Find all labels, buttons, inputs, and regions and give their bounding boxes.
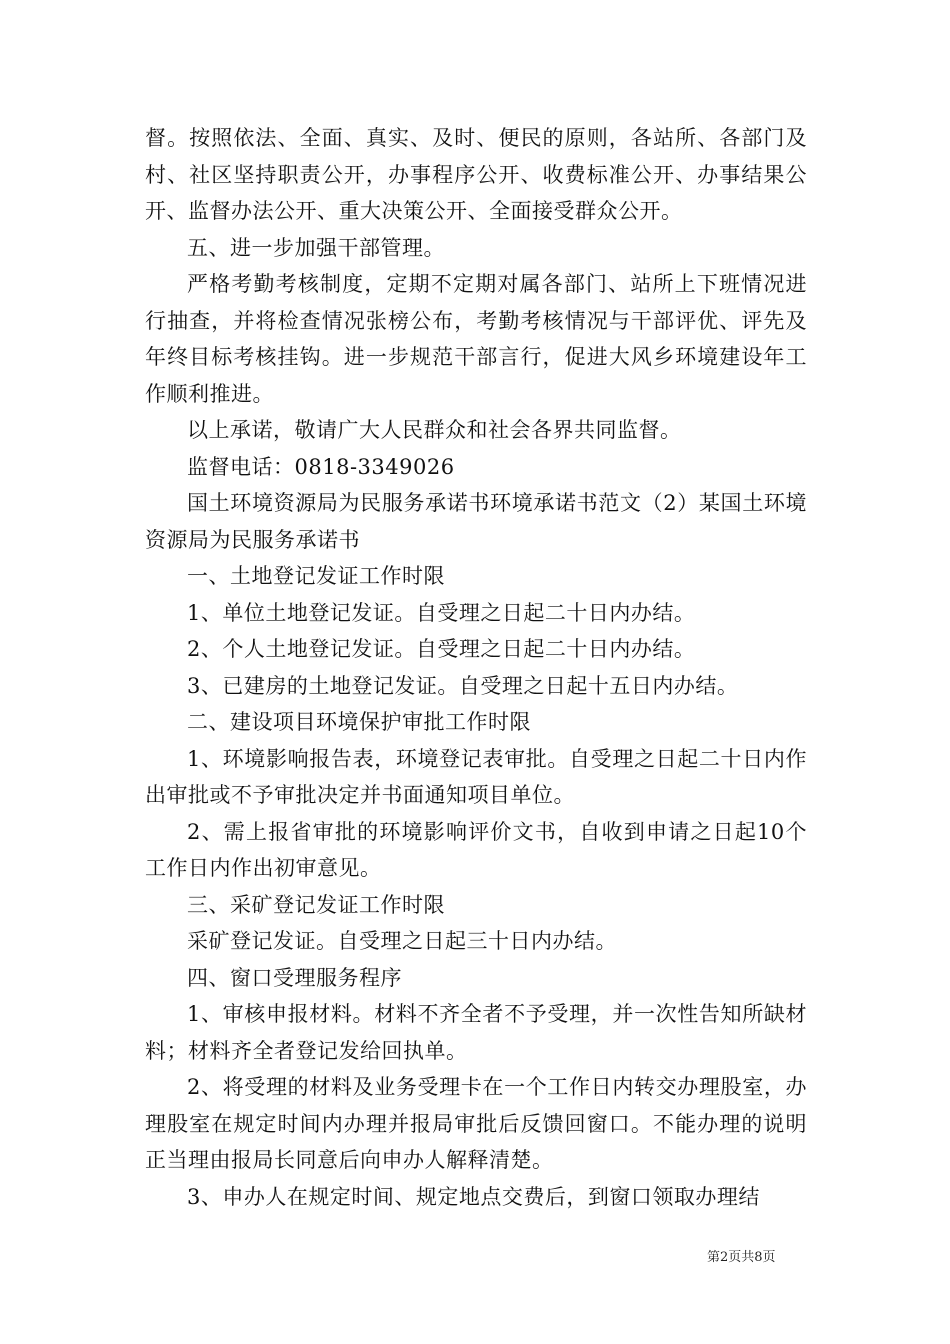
section-heading-environment-approval: 二、建设项目环境保护审批工作时限 bbox=[187, 710, 531, 734]
document-body bbox=[145, 120, 807, 1215]
section-heading-mining-registration: 三、采矿登记发证工作时限 bbox=[187, 892, 445, 917]
paragraph-pledge: 以上承诺，敬请广大人民群众和社会各界共同监督。 bbox=[187, 418, 682, 442]
list-item: 采矿登记发证。自受理之日起三十日内办结。 bbox=[187, 929, 617, 953]
supervision-phone: 监督电话：0818-3349026 bbox=[187, 454, 455, 479]
paragraph-attendance: 严格考勤考核制度，定期不定期对属各部门、站所上下班情况进行抽查，并将检查情况张榜公布，考勤考核情况与干部评优、评先及年终目标考核挂钩。进一步规范干部言行，促进大风乡环境建设年工作顺利推进。 bbox=[145, 272, 807, 406]
section-heading-land-registration: 一、土地登记发证工作时限 bbox=[187, 564, 445, 588]
list-item: 1、单位土地登记发证。自受理之日起二十日内办结。 bbox=[187, 600, 696, 625]
list-item: 1、审核申报材料。材料不齐全者不予受理，并一次性告知所缺材料；材料齐全者登记发给回执单。 bbox=[145, 1002, 807, 1063]
list-item: 3、申办人在规定时间、规定地点交费后，到窗口领取办理结 bbox=[187, 1184, 760, 1209]
section-heading-cadre-management: 五、进一步加强干部管理。 bbox=[187, 235, 445, 260]
list-item: 1、环境影响报告表，环境登记表审批。自受理之日起二十日内作出审批或不予审批决定并书面通知项目单位。 bbox=[145, 746, 807, 807]
list-item: 2、需上报省审批的环境影响评价文书，自收到申请之日起10个工作日内作出初审意见。 bbox=[145, 819, 807, 880]
list-item: 3、已建房的土地登记发证。自受理之日起十五日内办结。 bbox=[187, 673, 739, 698]
paragraph-continuation: 督。按照依法、全面、真实、及时、便民的原则，各站所、各部门及村、社区坚持职责公开，办事程序公开、收费标准公开、办事结果公开、监督办法公开、重大决策公开、全面接受群众公开。 bbox=[145, 126, 807, 223]
document-subtitle: 国土环境资源局为民服务承诺书环境承诺书范文（2）某国土环境资源局为民服务承诺书 bbox=[145, 491, 807, 552]
list-item: 2、将受理的材料及业务受理卡在一个工作日内转交办理股室，办理股室在规定时间内办理并报局审批后反馈回窗口。不能办理的说明正当理由报局长同意后向申办人解释清楚。 bbox=[145, 1075, 807, 1172]
page-number: 第2页共8页 bbox=[707, 1250, 776, 1265]
section-heading-window-service: 四、窗口受理服务程序 bbox=[187, 965, 402, 990]
list-item: 2、个人土地登记发证。自受理之日起二十日内办结。 bbox=[187, 637, 696, 661]
